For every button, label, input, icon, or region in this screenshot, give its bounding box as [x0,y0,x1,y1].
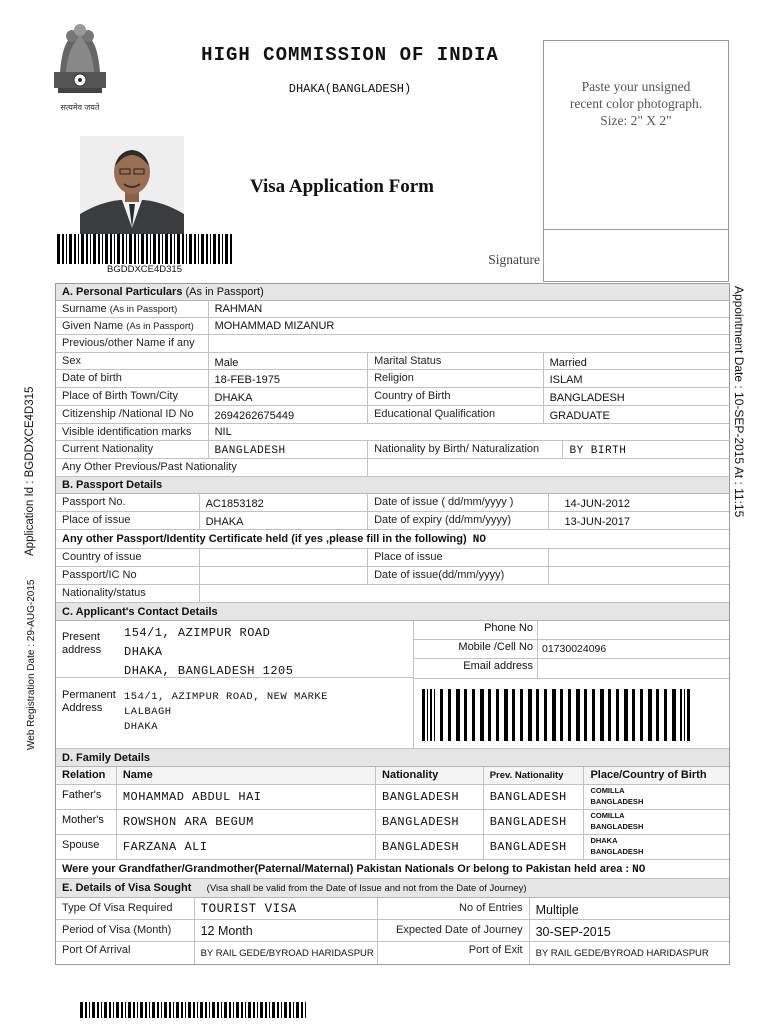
nationality-cell: BANGLADESH [376,785,484,809]
form-row [56,494,729,512]
page-title: HIGH COMMISSION OF INDIA [201,44,499,66]
arrival-value: BY RAIL GEDE/BYROAD HARIDASPUR [195,942,378,964]
expiry-label: Date of expiry (dd/mm/yyyy) [368,512,548,529]
education-label: Educational Qualification [368,406,543,423]
other-passport-question: Any other Passport/Identity Certificate held (if yes ,please fill in the following) NO [56,530,729,549]
family-col-prev: Prev. Nationality [484,767,585,784]
date-of-issue-2-label: Date of issue(dd/mm/yyyy) [368,567,548,584]
table-row [56,835,729,860]
passport-ic-label: Passport/IC No [56,567,200,584]
dob-label: Date of birth [56,370,209,387]
country-of-issue-label: Country of issue [56,549,200,566]
expiry-value: 13-JUN-2017 [564,516,630,528]
photo-instructions [548,78,724,129]
present-address-line: DHAKA, BANGLADESH 1205 [124,664,294,678]
contact-block [56,621,729,749]
nid-label: Citizenship /National ID No [56,406,209,423]
other-passport-answer: NO [472,534,486,546]
form-row [56,549,729,567]
name-cell: MOHAMMAD ABDUL HAI [117,785,376,809]
visa-type-label: Type Of Visa Required [56,898,195,919]
relation-cell: Father's [56,785,117,809]
marital-value: Married [549,357,587,369]
cob-value: BANGLADESH [549,392,625,404]
mobile-value: 01730024096 [542,643,607,655]
appointment-date: Appointment Date : 10-SEP-2015 At : 11:15 [732,286,746,518]
2d-barcode-icon [422,689,690,741]
section-note: (As in Passport) [185,286,264,298]
marks-value: NIL [214,426,232,438]
present-address-line: DHAKA [124,645,163,659]
place-cell: DHAKA BANGLADESH [590,836,644,856]
nationality-status-value [200,585,729,602]
phone-value [538,621,729,639]
permanent-address-line: LALBAGH [124,706,172,718]
form-row [56,388,729,406]
qr-area [414,679,729,748]
phone-row [414,621,729,640]
permanent-address-value [120,678,332,748]
form-row [56,370,729,388]
nid-value: 2694262675449 [209,406,369,423]
dob-value: 18-FEB-1975 [209,370,369,387]
present-address-value [120,621,297,677]
relation-cell: Mother's [56,810,117,834]
relation-cell: Spouse [56,835,117,859]
permanent-address-label: Permanent Address [62,689,116,714]
family-col-nationality: Nationality [376,767,484,784]
family-col-name: Name [117,767,376,784]
form-row [56,942,729,964]
form-row [56,512,729,530]
form-row [56,424,729,441]
sex-value: Male [209,353,369,369]
barcode-text: BGDDXCE4D315 [107,264,182,275]
email-row [414,659,729,679]
photo-note-line: Paste your unsigned [581,79,691,94]
issue-date-value: 14-JUN-2012 [564,498,630,510]
nationality-by-value: BY BIRTH [569,445,627,457]
phone-label: Phone No [414,621,538,639]
previous-name-label: Previous/other Name if any [56,335,209,352]
permanent-address-line: 154/1, AZIMPUR ROAD, NEW MARKE [124,691,329,703]
visa-type-value: TOURIST VISA [195,898,378,919]
sex-label: Sex [56,353,209,369]
barcode-icon [57,234,232,264]
section-visa [56,879,729,898]
photo-note-line: recent color photograph. [569,96,703,111]
pob-label: Place of Birth Town/City [56,388,209,405]
prev-nationality-label: Any Other Previous/Past Nationality [56,459,368,476]
family-col-place: Place/Country of Birth [590,769,707,781]
national-emblem-icon [44,16,116,116]
prev-nationality-cell: BANGLADESH [484,835,585,859]
family-col-relation: Relation [56,767,117,784]
signature-label: Signature [488,252,540,267]
marks-label: Visible identification marks [56,424,209,440]
pob-value: DHAKA [209,388,369,405]
permanent-address-row [56,678,413,748]
table-row [56,785,729,810]
form-row [56,459,729,477]
nationality-cell: BANGLADESH [376,835,484,859]
permanent-address-line: DHAKA [124,721,159,733]
prev-nationality-cell: BANGLADESH [484,810,585,834]
present-address-row [56,621,413,678]
journey-label: Expected Date of Journey [378,920,530,941]
period-label: Period of Visa (Month) [56,920,195,941]
pakistan-answer: NO [632,864,646,876]
passport-no-label: Passport No. [56,494,200,511]
place-of-issue-2-label: Place of issue [368,549,548,566]
form-row [56,567,729,585]
form-row [56,585,729,603]
form-row [56,441,729,459]
section-passport: B. Passport Details [56,477,729,494]
pakistan-question: Were your Grandfather/Grandmother(Paternal/Maternal) Pakistan Nationals Or belong to Pakistan held area : NO [56,860,729,879]
country-of-issue-value [200,549,369,566]
form-row [56,920,729,942]
place-cell: COMILLA BANGLADESH [590,786,644,806]
signature-box [543,230,729,282]
section-family: D. Family Details [56,749,729,767]
contact-column [414,621,729,748]
given-name-label: Given Name (As in Passport) [56,318,209,334]
section-title: A. Personal Particulars [62,286,183,298]
section-contact: C. Applicant's Contact Details [56,603,729,621]
place-cell: COMILLA BANGLADESH [590,811,644,831]
name-cell: FARZANA ALI [117,835,376,859]
cob-label: Country of Birth [368,388,543,405]
present-address-label: Present address [62,631,102,656]
family-header-row [56,767,729,785]
nationality-status-label: Nationality/status [56,585,200,602]
exit-label: Port of Exit [378,942,530,964]
arrival-label: Port Of Arrival [56,942,195,964]
entries-label: No of Entries [378,898,530,919]
previous-name-value [209,335,729,352]
prev-nationality-cell: BANGLADESH [484,785,585,809]
date-of-issue-2-value [549,567,729,584]
marital-label: Marital Status [368,353,543,369]
page-subtitle: DHAKA(BANGLADESH) [288,82,412,96]
form-row [56,353,729,370]
place-of-issue-value: DHAKA [200,512,368,529]
form-row [56,335,729,353]
application-id: Application Id : BGDDXCE4D315 [24,386,36,556]
email-label: Email address [414,659,538,678]
web-registration-date: Web Registration Date : 29-AUG-2015 [26,579,37,750]
entries-value: Multiple [535,903,579,917]
nationality-by-label: Nationality by Birth/ Naturalization [368,441,563,458]
given-name-value: MOHAMMAD MIZANUR [214,320,335,332]
photo-box [543,40,729,230]
section-title: E. Details of Visa Sought [62,882,192,894]
form-title: Visa Application Form [249,176,435,197]
journey-value: 30-SEP-2015 [535,925,611,939]
religion-label: Religion [368,370,543,387]
exit-value: BY RAIL GEDE/BYROAD HARIDASPUR [535,948,709,959]
section-personal [56,284,729,301]
nationality-label: Current Nationality [56,441,209,458]
passport-ic-value [200,567,369,584]
name-cell: ROWSHON ARA BEGUM [117,810,376,834]
table-row [56,810,729,835]
religion-value: ISLAM [549,374,583,386]
photo-note-line: Size: 2" X 2" [600,113,672,128]
prev-nationality-value [368,459,729,476]
surname-value: RAHMAN [214,303,263,315]
barcode-icon [80,1002,310,1018]
nationality-cell: BANGLADESH [376,810,484,834]
place-of-issue-label: Place of issue [56,512,200,529]
mobile-row [414,640,729,659]
nationality-value: BANGLADESH [209,441,369,458]
passport-no-value: AC1853182 [200,494,368,511]
form-row [56,406,729,424]
form-row [56,898,729,920]
surname-label: Surname (As in Passport) [56,301,209,317]
visa-form [55,283,730,965]
email-value [538,659,729,678]
applicant-photo [80,136,184,234]
present-address-line: 154/1, AZIMPUR ROAD [124,626,271,640]
period-value: 12 Month [195,920,378,941]
mobile-label: Mobile /Cell No [414,640,538,658]
issue-date-label: Date of issue ( dd/mm/yyyy ) [368,494,548,511]
education-value: GRADUATE [549,410,610,422]
form-row [56,318,729,335]
emblem-motto: सत्यमेव जयते [60,103,100,112]
place-of-issue-2-value [549,549,729,566]
section-note: (Visa shall be valid from the Date of Issue and not from the Date of Journey) [206,883,527,894]
address-column [56,621,414,748]
form-row [56,301,729,318]
